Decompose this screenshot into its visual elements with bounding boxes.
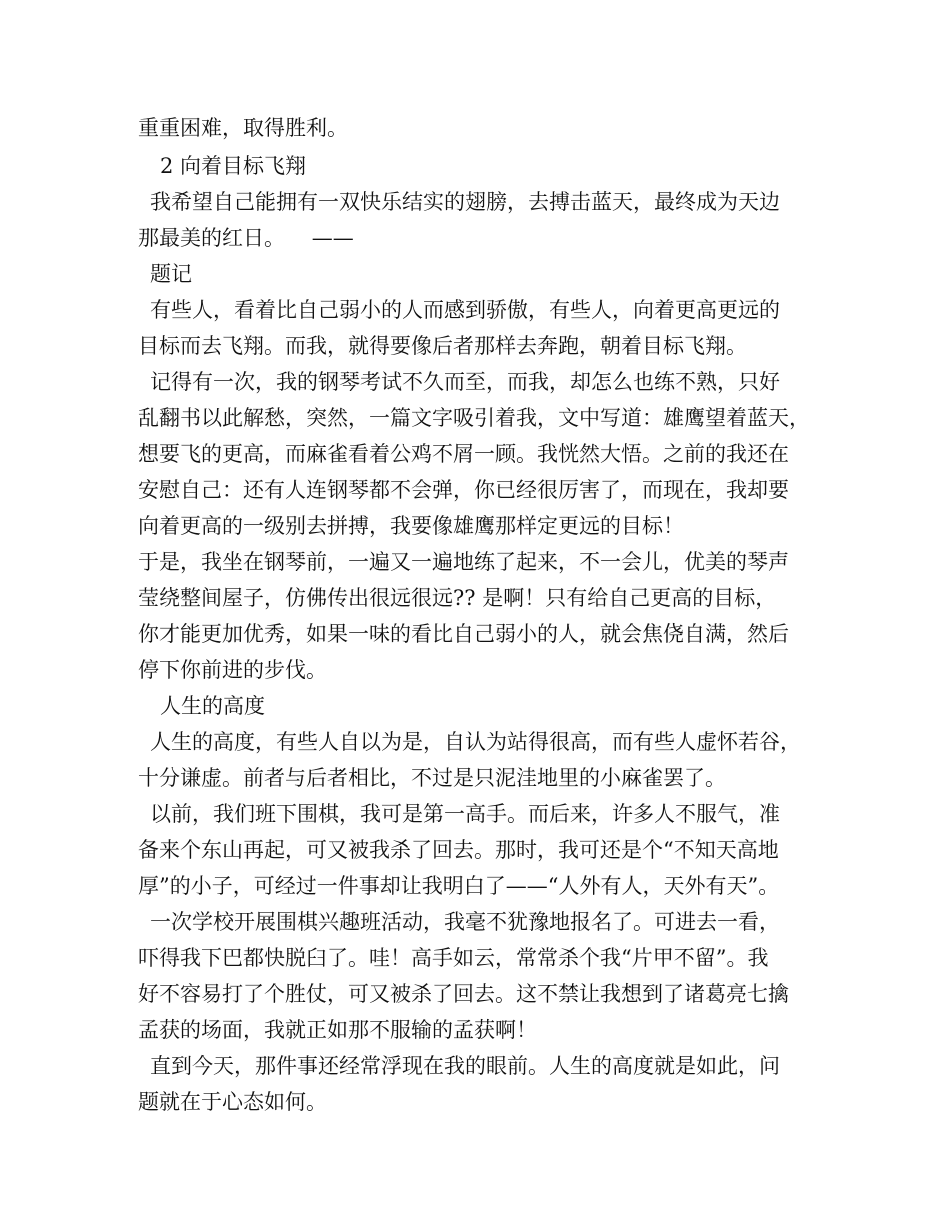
text-line: 停下你前进的步伐。 — [138, 658, 327, 682]
text-line: 直到今天，那件事还经常浮现在我的眼前。人生的高度就是如此，问 — [150, 1054, 780, 1078]
text-line: 有些人，看着比自己弱小的人而感到骄傲，有些人，向着更高更远的 — [150, 298, 780, 322]
text-line: 以前，我们班下围棋，我可是第一高手。而后来，许多人不服气，准 — [150, 802, 780, 826]
text-line: 向着更高的一级别去拼搏，我要像雄鹰那样定更远的目标！ — [138, 514, 684, 538]
text-line: 莹绕整间屋子，仿佛传出很远很远?? 是啊！只有给自己更高的目标， — [138, 586, 777, 610]
text-line: 于是，我坐在钢琴前，一遍又一遍地练了起来，不一会儿，优美的琴声 — [138, 550, 789, 574]
text-line: 安慰自己：还有人连钢琴都不会弹，你已经很厉害了，而现在，我却要 — [138, 478, 789, 502]
text-line: 目标而去飞翔。而我，就得要像后者那样去奔跑，朝着目标飞翔。 — [138, 334, 747, 358]
text-line: 那最美的红日。 —— — [138, 226, 354, 250]
text-line: 题就在于心态如何。 — [138, 1090, 327, 1114]
text-line: 乱翻书以此解愁，突然，一篇文字吸引着我，文中写道：雄鹰望着蓝天， — [138, 406, 810, 430]
text-line: 想要飞的更高，而麻雀看着公鸡不屑一顾。我恍然大悟。之前的我还在 — [138, 442, 789, 466]
text-line: 我希望自己能拥有一双快乐结实的翅膀，去搏击蓝天，最终成为天边 — [150, 190, 780, 214]
section-heading: 2 向着目标飞翔 — [160, 154, 307, 178]
text-line: 题记 — [150, 262, 192, 286]
text-line: 厚”的小子，可经过一件事却让我明白了——“人外有人，天外有天”。 — [138, 874, 780, 898]
text-line: 吓得我下巴都快脱臼了。哇！高手如云，常常杀个我“片甲不留”。我 — [138, 946, 769, 970]
section-heading: 人生的高度 — [160, 694, 265, 718]
text-line: 重重困难，取得胜利。 — [138, 116, 348, 140]
text-line: 一次学校开展围棋兴趣班活动，我毫不犹豫地报名了。可进去一看， — [150, 910, 780, 934]
text-line: 备来个东山再起，可又被我杀了回去。那时，我可还是个“不知天高地 — [138, 838, 779, 862]
text-line: 十分谦虚。前者与后者相比，不过是只泥洼地里的小麻雀罢了。 — [138, 766, 726, 790]
text-line: 人生的高度，有些人自以为是，自认为站得很高，而有些人虚怀若谷， — [150, 730, 801, 754]
text-line: 孟获的场面，我就正如那不服输的孟获啊！ — [138, 1018, 537, 1042]
text-line: 好不容易打了个胜仗，可又被杀了回去。这不禁让我想到了诸葛亮七擒 — [138, 982, 789, 1006]
text-line: 记得有一次，我的钢琴考试不久而至，而我，却怎么也练不熟，只好 — [150, 370, 780, 394]
text-line: 你才能更加优秀，如果一味的看比自己弱小的人，就会焦侥自满，然后 — [138, 622, 789, 646]
